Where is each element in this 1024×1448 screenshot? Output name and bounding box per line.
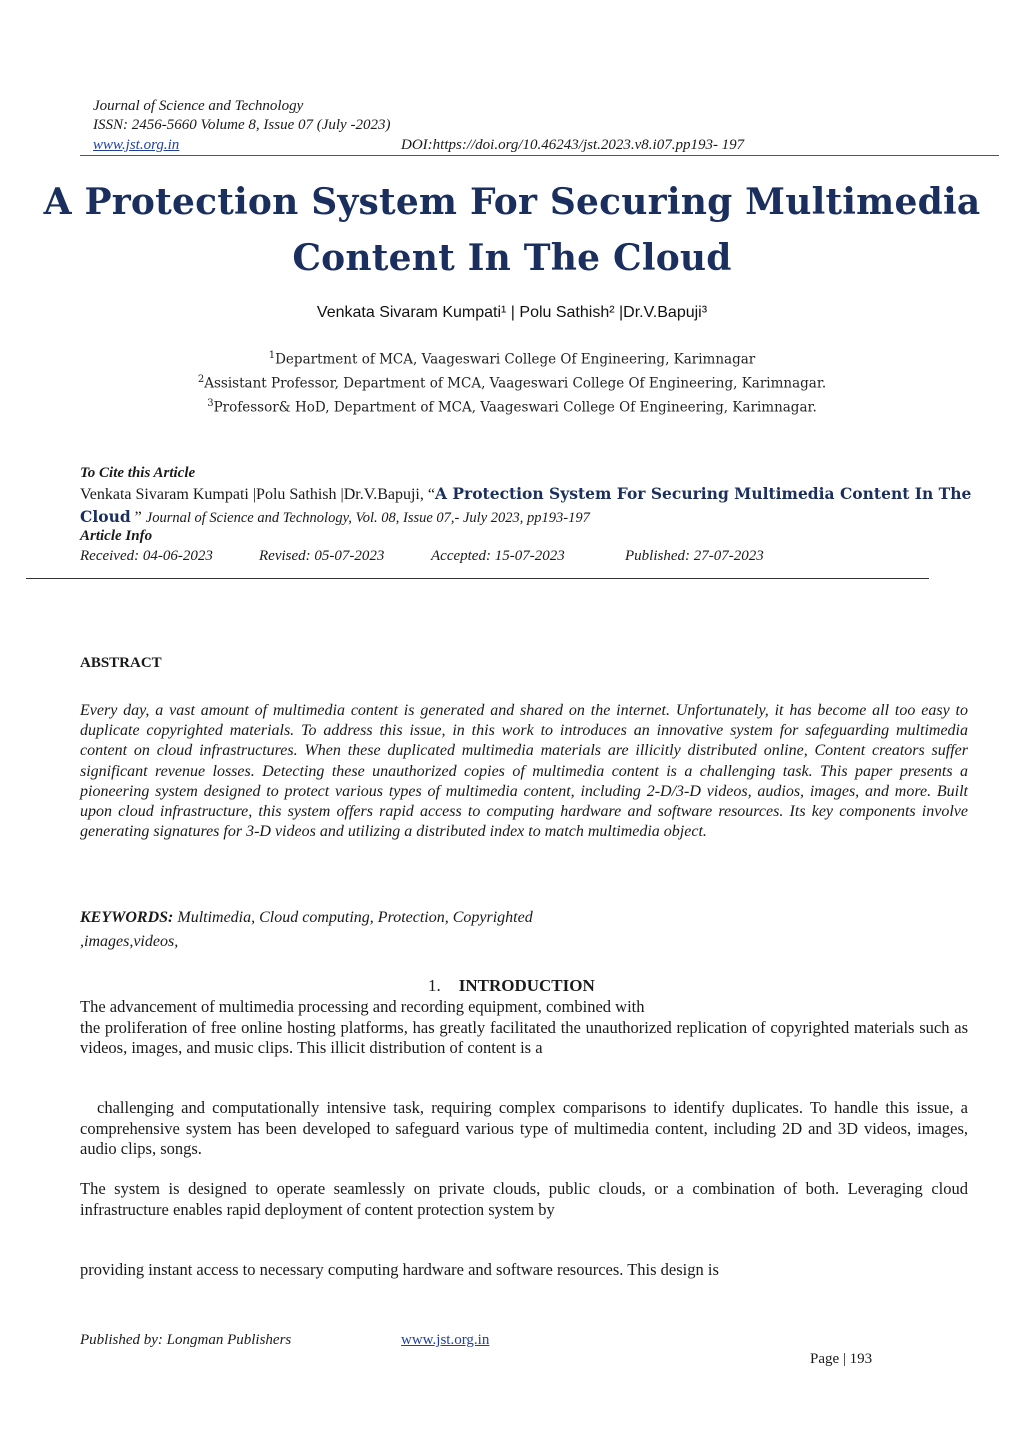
footer-publisher: Published by: Longman Publishers [80,1332,292,1348]
citation-close-quote: ” [130,509,146,526]
accepted-date: Accepted: 15-07-2023 [431,548,565,564]
affiliation-2 [0,374,1024,392]
intro-paragraph-4: providing instant access to necessary computing hardware and software resources. This design is [80,1260,719,1279]
header-divider [80,155,999,156]
keywords-label: KEYWORDS: [80,909,174,926]
journal-name: Journal of Science and Technology [93,98,304,114]
paper-title-line1: A Protection System For Securing Multimedia [43,181,981,223]
intro-paragraph-1-rest: the proliferation of free online hosting platforms, has greatly facilitated the unauthorized replication of copyrighted materials such as videos, images, and music clips. This illicit distribution of content is a [80,1017,968,1057]
keywords-text: Multimedia, Cloud computing, Protection, Copyrighted [177,909,533,926]
paper-title [0,174,1024,286]
section-title: INTRODUCTION [458,976,595,995]
affiliation-text: Assistant Professor, Department of MCA, Vaageswari College Of Engineering, Karimnagar. [204,375,827,392]
journal-website-link[interactable]: www.jst.org.in [93,137,180,153]
intro-paragraph-3: The system is designed to operate seamlessly on private clouds, public clouds, or a combination of both. Leveraging cloud infrastructure enables rapid deployment of content protection system by [80,1179,968,1219]
abstract-heading: ABSTRACT [80,655,162,671]
affiliation-sup: 3 [207,398,214,409]
affiliation-text: Department of MCA, Vaageswari College Of Engineering, Karimnagar [275,351,756,368]
affiliation-sup: 2 [197,374,205,385]
article-info-label: Article Info [80,528,153,544]
published-date: Published: 27-07-2023 [625,548,764,564]
citation-authors: Venkata Sivaram Kumpati |Polu Sathish |Dr.V.Bapuji, “ [80,486,435,503]
cite-label: To Cite this Article [80,465,196,481]
keywords-line2: ,images,videos, [80,933,179,950]
abstract-text: Every day, a vast amount of multimedia content is generated and shared on the internet. Unfortunately, it has become all too easy to duplicate copyrighted materials. To address this issue, in this work to introduces an innovative system for safeguarding multimedia content on cloud infrastructures. When these duplicated multimedia materials are illicitly distributed online, Content creators suffer significant revenue losses. Detecting these unauthorized copies of multimedia content is a challenging task. This paper presents a pioneering system designed to protect various types of multimedia content, including 2-D/3-D videos, audios, images, and more. Built upon cloud infrastructure, this system offers rapid access to computing hardware and software resources. Its key components involve generating signatures for 3-D videos and utilizing a distributed index to match multimedia object. [80,702,968,841]
doi: DOI:https://doi.org/10.46243/jst.2023.v8.i07.pp193- 197 [401,137,745,153]
citation-block [80,483,980,529]
keywords [80,906,700,954]
affiliation-1 [0,350,1024,368]
page-number: Page | 193 [810,1351,873,1367]
section-divider [26,578,929,579]
affiliation-3 [0,398,1024,416]
citation-source: Journal of Science and Technology, Vol. 08, Issue 07,- July 2023, pp193-197 [145,510,590,526]
intro-paragraph-1-line1: The advancement of multimedia processing and recording equipment, combined with [80,997,645,1016]
issn-volume: ISSN: 2456-5660 Volume 8, Issue 07 (July -2023) [93,117,391,133]
received-date: Received: 04-06-2023 [80,548,213,564]
section-number: 1. [428,976,441,995]
keywords-line1 [80,906,700,930]
section-heading-introduction [428,976,595,996]
revised-date: Revised: 05-07-2023 [259,548,385,564]
footer-website-link[interactable]: www.jst.org.in [401,1332,490,1348]
intro-paragraph-1 [80,997,968,1059]
citation-title: A Protection System For Securing Multimedia Content In The Cloud [80,484,972,526]
affiliation-sup: 1 [268,350,276,361]
author-list: Venkata Sivaram Kumpati¹ | Polu Sathish² |Dr.V.Bapuji³ [316,304,708,321]
paper-title-line2: Content In The Cloud [292,237,732,279]
intro-paragraph-2: challenging and computationally intensive task, requiring complex comparisons to identify duplicates. To handle this issue, a comprehensive system has been developed to safeguard various type of multimedia content, including 2D and 3D videos, images, audio clips, songs. [80,1098,968,1158]
affiliation-text: Professor& HoD, Department of MCA, Vaageswari College Of Engineering, Karimnagar. [213,399,817,416]
